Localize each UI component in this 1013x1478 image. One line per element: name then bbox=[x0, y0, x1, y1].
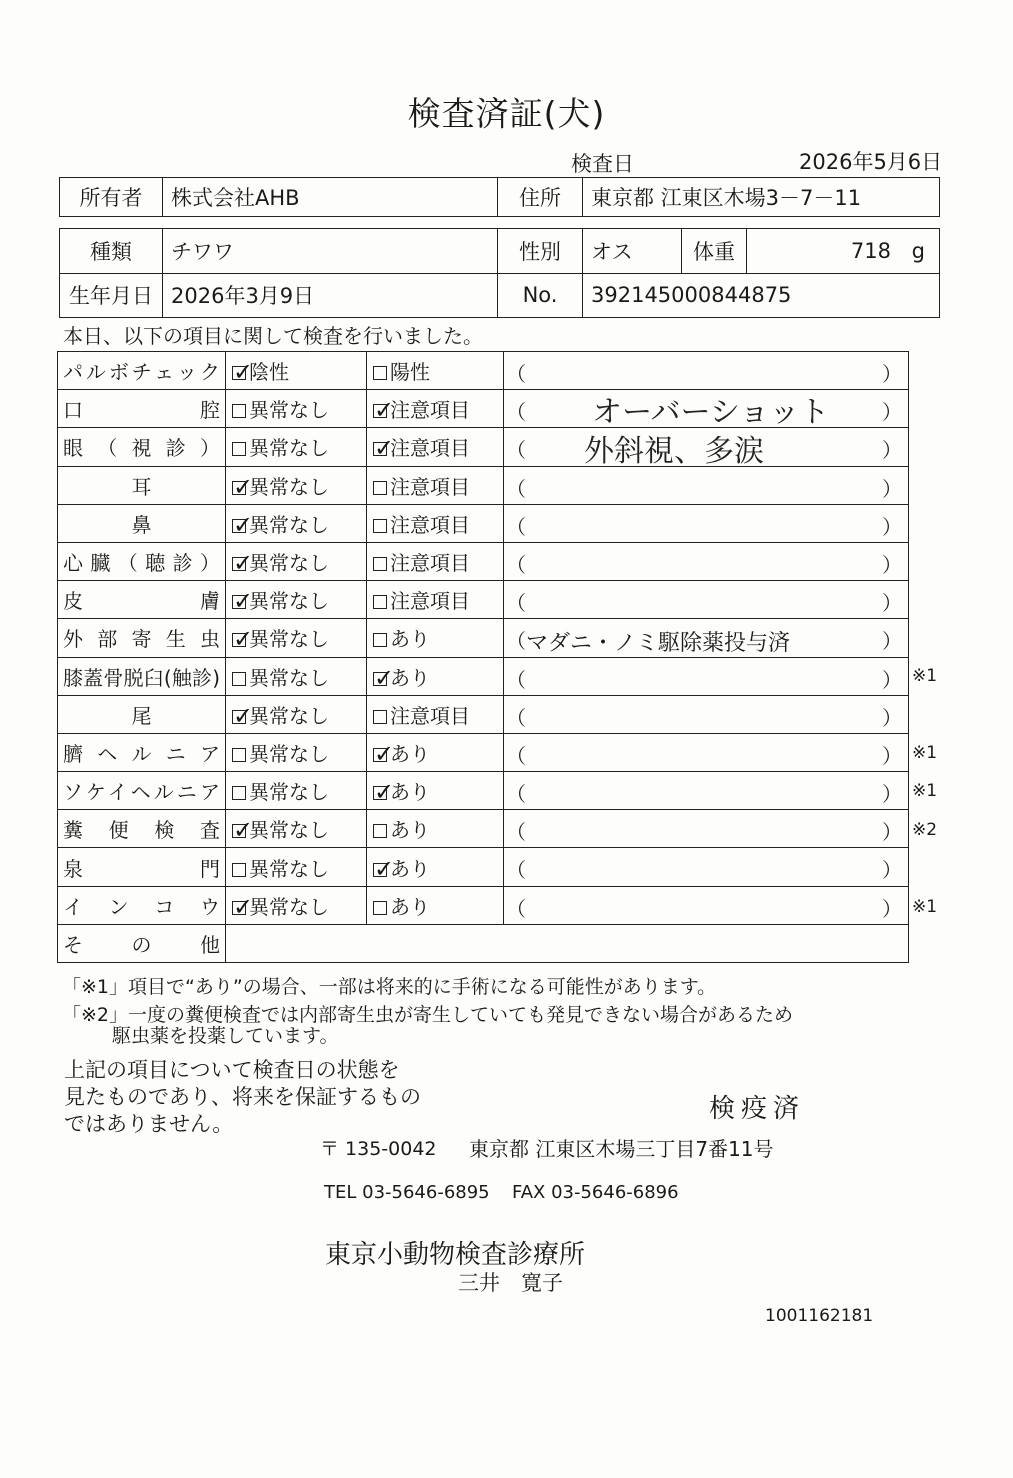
birth-value: 2026年3月9日 bbox=[163, 273, 498, 318]
comment-cell bbox=[504, 657, 909, 695]
paren-close: ） bbox=[882, 743, 902, 768]
option-a[interactable] bbox=[226, 542, 367, 580]
checkbox-a[interactable] bbox=[232, 587, 254, 616]
comment-cell bbox=[504, 542, 909, 580]
option-b[interactable] bbox=[367, 657, 504, 695]
item-label: 眼（視診） bbox=[58, 428, 226, 466]
owner-label: 所有者 bbox=[60, 178, 163, 217]
paren-open: （ bbox=[506, 896, 526, 921]
option-a[interactable] bbox=[226, 619, 367, 657]
item-label: 臍ヘルニア bbox=[58, 733, 226, 771]
exam-date: 2026年5月6日 bbox=[799, 150, 943, 174]
no-value: 392145000844875 bbox=[583, 273, 940, 318]
option-a[interactable] bbox=[226, 772, 367, 810]
paren-close: ） bbox=[882, 820, 902, 845]
check-mark-icon: ✓ bbox=[233, 701, 254, 730]
inspection-row bbox=[58, 772, 909, 810]
paren-open: （ bbox=[506, 667, 526, 692]
check-mark-icon: ✓ bbox=[233, 587, 254, 616]
inspection-table bbox=[57, 351, 909, 963]
checkbox-a[interactable] bbox=[232, 892, 254, 921]
comment-cell bbox=[504, 352, 909, 390]
option-b-label: あり bbox=[390, 894, 430, 919]
comment-text: マダニ・ノミ駆除薬投与済 bbox=[526, 630, 791, 656]
option-b-label: 注意項目 bbox=[390, 551, 470, 576]
option-a-label: 陰性 bbox=[249, 360, 289, 385]
disclaimer-line-2: 見たものであり、将来を保証するもの bbox=[64, 1085, 421, 1109]
weight-label: 体重 bbox=[682, 229, 747, 274]
check-mark-icon: ✓ bbox=[233, 816, 254, 845]
item-label: 耳 bbox=[58, 466, 226, 504]
option-a-label: 異常なし bbox=[249, 780, 329, 805]
item-label: 泉 門 bbox=[58, 848, 226, 886]
inspection-row bbox=[58, 581, 909, 619]
paren-open: （ bbox=[506, 362, 526, 386]
option-b-label: 注意項目 bbox=[390, 589, 470, 614]
item-label: 外部寄生虫 bbox=[58, 619, 226, 657]
option-a[interactable] bbox=[226, 657, 367, 695]
other-value bbox=[226, 924, 909, 962]
note-1: 「※1」項目で“あり”の場合、一部は将来的に手術になる可能性があります。 bbox=[62, 976, 717, 998]
postal-code: 〒 135-0042 bbox=[320, 1138, 437, 1160]
no-label: No. bbox=[498, 273, 583, 318]
disclaimer-line-3: ではありません。 bbox=[64, 1112, 234, 1136]
paren-close: ） bbox=[882, 667, 902, 692]
paren-close: ） bbox=[882, 514, 902, 539]
exam-date-label: 検査日 bbox=[571, 152, 634, 176]
breed-value: チワワ bbox=[163, 229, 498, 274]
inspection-row bbox=[58, 352, 909, 390]
option-a-label: 異常なし bbox=[249, 627, 329, 652]
paren-open: （ bbox=[506, 820, 526, 845]
checkbox-a[interactable] bbox=[232, 816, 254, 845]
check-mark-icon: ✓ bbox=[374, 396, 395, 425]
paren-close: ） bbox=[882, 705, 902, 730]
inspection-row bbox=[58, 542, 909, 580]
checkbox-a[interactable] bbox=[232, 510, 254, 539]
check-mark-icon: ✓ bbox=[233, 358, 254, 387]
owner-table bbox=[59, 177, 940, 217]
handwritten-comment: オーバーショット bbox=[592, 395, 830, 431]
check-mark-icon: ✓ bbox=[233, 892, 254, 921]
option-b-label: あり bbox=[390, 665, 430, 690]
checkbox-b[interactable] bbox=[373, 778, 395, 807]
check-mark-icon: ✓ bbox=[374, 434, 395, 463]
option-a[interactable] bbox=[226, 848, 367, 886]
check-mark-icon: ✓ bbox=[233, 549, 254, 578]
checkbox-a[interactable] bbox=[232, 442, 246, 456]
address-label: 住所 bbox=[498, 178, 583, 217]
paren-close: ） bbox=[882, 629, 902, 654]
handwritten-comment: 外斜視、多涙 bbox=[584, 433, 764, 469]
checkbox-b[interactable] bbox=[373, 854, 395, 883]
checkbox-a[interactable] bbox=[232, 625, 254, 654]
paren-close: ） bbox=[882, 476, 902, 501]
option-a[interactable] bbox=[226, 466, 367, 504]
option-a-label: 異常なし bbox=[249, 436, 329, 461]
checkbox-b[interactable] bbox=[373, 366, 387, 380]
paren-close: ） bbox=[882, 896, 902, 921]
paren-open: （ bbox=[506, 782, 526, 807]
option-a-label: 異常なし bbox=[249, 818, 329, 843]
checkbox-b[interactable] bbox=[373, 434, 395, 463]
checkbox-a[interactable] bbox=[232, 404, 246, 418]
check-mark-icon: ✓ bbox=[374, 663, 395, 692]
paren-open: （ bbox=[506, 705, 526, 730]
paren-close: ） bbox=[882, 858, 902, 883]
option-b-label: 注意項目 bbox=[390, 436, 470, 461]
option-b[interactable] bbox=[367, 504, 504, 542]
sex-label: 性別 bbox=[498, 229, 583, 274]
checkbox-a[interactable] bbox=[232, 549, 254, 578]
option-b-label: 注意項目 bbox=[390, 474, 470, 499]
clinic-tel: TEL 03-5646-6895 bbox=[324, 1182, 490, 1203]
checkbox-a[interactable] bbox=[232, 672, 246, 686]
animal-table bbox=[59, 228, 940, 318]
option-b[interactable] bbox=[367, 619, 504, 657]
option-b[interactable] bbox=[367, 542, 504, 580]
footnote-mark: ※1 bbox=[912, 743, 938, 763]
option-b[interactable] bbox=[367, 810, 504, 848]
checkbox-b[interactable] bbox=[373, 824, 387, 838]
option-b-label: 注意項目 bbox=[390, 703, 470, 728]
item-label: 鼻 bbox=[58, 504, 226, 542]
intro-text: 本日、以下の項目に関して検査を行いました。 bbox=[63, 324, 483, 348]
option-b-label: あり bbox=[390, 818, 430, 843]
inspection-row bbox=[58, 810, 909, 848]
option-a-label: 異常なし bbox=[249, 551, 329, 576]
check-mark-icon: ✓ bbox=[233, 625, 254, 654]
inspection-row bbox=[58, 657, 909, 695]
footnote-mark: ※1 bbox=[912, 781, 938, 802]
paren-close: ） bbox=[882, 362, 902, 386]
comment-cell bbox=[504, 810, 909, 848]
note-2-cont: 駆虫薬を投薬しています。 bbox=[112, 1025, 339, 1047]
inspection-row bbox=[58, 695, 909, 733]
checkbox-b[interactable] bbox=[373, 557, 387, 571]
sex-value: オス bbox=[583, 229, 682, 274]
comment-cell bbox=[504, 504, 909, 542]
check-mark-icon: ✓ bbox=[374, 854, 395, 883]
option-a[interactable] bbox=[226, 886, 367, 924]
footnote-mark: ※2 bbox=[912, 819, 938, 840]
checkbox-a[interactable] bbox=[232, 786, 246, 800]
checkbox-a[interactable] bbox=[232, 472, 254, 501]
option-a[interactable] bbox=[226, 581, 367, 619]
checkbox-b[interactable] bbox=[373, 595, 387, 609]
option-b[interactable] bbox=[367, 428, 504, 466]
document-title: 検査済証(犬) bbox=[407, 94, 606, 133]
comment-cell bbox=[504, 772, 909, 810]
checkbox-a[interactable] bbox=[232, 701, 254, 730]
footnote-mark: ※1 bbox=[912, 666, 938, 687]
option-b[interactable] bbox=[367, 581, 504, 619]
checkbox-b[interactable] bbox=[373, 396, 395, 425]
option-a-label: 異常なし bbox=[249, 665, 329, 690]
option-a-label: 異常なし bbox=[249, 398, 329, 423]
quarantine-stamp: 検疫済 bbox=[709, 1094, 806, 1124]
inspection-row bbox=[58, 466, 909, 504]
comment-cell bbox=[504, 886, 909, 924]
paren-open: （ bbox=[506, 476, 526, 501]
paren-open: （ bbox=[506, 591, 526, 616]
option-b[interactable] bbox=[367, 352, 504, 390]
option-a-label: 異常なし bbox=[249, 894, 329, 919]
paren-close: ） bbox=[882, 400, 902, 425]
option-a-label: 異常なし bbox=[249, 589, 329, 614]
option-b-label: あり bbox=[390, 741, 430, 766]
option-a[interactable] bbox=[226, 504, 367, 542]
option-a[interactable] bbox=[226, 428, 367, 466]
comment-cell bbox=[504, 466, 909, 504]
option-b[interactable] bbox=[367, 886, 504, 924]
option-a-label: 異常なし bbox=[249, 474, 329, 499]
option-a[interactable] bbox=[226, 390, 367, 428]
paren-open: （ bbox=[506, 743, 526, 768]
check-mark-icon: ✓ bbox=[233, 510, 254, 539]
option-a-label: 異常なし bbox=[249, 741, 329, 766]
item-label: インコウ bbox=[58, 886, 226, 924]
clinic-name: 東京小動物検査診療所 bbox=[325, 1240, 586, 1270]
paren-close: ） bbox=[882, 782, 902, 807]
item-label: 心臓（聴診） bbox=[58, 542, 226, 580]
weight-unit: g bbox=[911, 238, 925, 263]
paren-close: ） bbox=[882, 591, 902, 616]
check-mark-icon: ✓ bbox=[233, 472, 254, 501]
paren-open: （ bbox=[506, 552, 526, 577]
paren-open: （ bbox=[506, 514, 526, 539]
option-b[interactable] bbox=[367, 772, 504, 810]
option-b[interactable] bbox=[367, 695, 504, 733]
inspection-row bbox=[58, 733, 909, 771]
checkbox-b[interactable] bbox=[373, 739, 395, 768]
checkbox-a[interactable] bbox=[232, 748, 246, 762]
paren-open: （ bbox=[506, 438, 526, 463]
item-label: 膝蓋骨脱臼(触診) bbox=[58, 657, 226, 695]
checkbox-a[interactable] bbox=[232, 358, 254, 387]
checkbox-b[interactable] bbox=[373, 481, 387, 495]
paren-open: （ bbox=[506, 400, 526, 425]
paren-close: ） bbox=[882, 552, 902, 577]
comment-cell bbox=[504, 848, 909, 886]
doctor-name: 三井 寛子 bbox=[458, 1271, 563, 1295]
breed-label: 種類 bbox=[60, 229, 163, 274]
inspection-row bbox=[58, 428, 909, 466]
inspection-row bbox=[58, 848, 909, 886]
checkbox-b[interactable] bbox=[373, 710, 387, 724]
option-a[interactable] bbox=[226, 352, 367, 390]
option-b[interactable] bbox=[367, 390, 504, 428]
paren-open: （ bbox=[506, 629, 526, 654]
option-a-label: 異常なし bbox=[249, 703, 329, 728]
option-b[interactable] bbox=[367, 466, 504, 504]
option-b[interactable] bbox=[367, 848, 504, 886]
item-label: パルボチェック bbox=[58, 352, 226, 390]
other-label: その他 bbox=[58, 924, 226, 962]
comment-cell bbox=[504, 581, 909, 619]
checkbox-b[interactable] bbox=[373, 633, 387, 647]
weight-cell bbox=[747, 229, 940, 274]
item-label: ソケイヘルニア bbox=[58, 772, 226, 810]
checkbox-b[interactable] bbox=[373, 519, 387, 533]
paren-open: （ bbox=[506, 858, 526, 883]
option-b[interactable] bbox=[367, 733, 504, 771]
inspection-row bbox=[58, 504, 909, 542]
check-mark-icon: ✓ bbox=[374, 778, 395, 807]
address-value: 東京都 江東区木場3－7－11 bbox=[583, 178, 940, 217]
checkbox-b[interactable] bbox=[373, 901, 387, 915]
checkbox-a[interactable] bbox=[232, 863, 246, 877]
disclaimer-line-1: 上記の項目について検査日の状態を bbox=[64, 1058, 400, 1082]
comment-cell bbox=[504, 695, 909, 733]
option-a[interactable] bbox=[226, 733, 367, 771]
option-a[interactable] bbox=[226, 695, 367, 733]
option-b-label: 注意項目 bbox=[390, 512, 470, 537]
check-mark-icon: ✓ bbox=[374, 739, 395, 768]
item-label: 尾 bbox=[58, 695, 226, 733]
birth-label: 生年月日 bbox=[60, 273, 163, 318]
serial-number: 1001162181 bbox=[765, 1306, 874, 1326]
option-b-label: 注意項目 bbox=[390, 398, 470, 423]
clinic-address: 東京都 江東区木場三丁目7番11号 bbox=[469, 1137, 774, 1161]
option-b-label: あり bbox=[390, 780, 430, 805]
clinic-fax: FAX 03-5646-6896 bbox=[512, 1182, 679, 1203]
option-b-label: あり bbox=[390, 856, 430, 881]
item-label: 糞便検査 bbox=[58, 810, 226, 848]
option-b-label: 陽性 bbox=[390, 360, 430, 385]
note-2: 「※2」一度の糞便検査では内部寄生虫が寄生していても発見できない場合があるため bbox=[62, 1004, 794, 1026]
option-a-label: 異常なし bbox=[249, 512, 329, 537]
option-a-label: 異常なし bbox=[249, 856, 329, 881]
option-b-label: あり bbox=[390, 627, 430, 652]
inspection-row bbox=[58, 886, 909, 924]
comment-cell bbox=[504, 733, 909, 771]
paren-close: ） bbox=[882, 438, 902, 463]
item-label: 口 腔 bbox=[58, 390, 226, 428]
checkbox-b[interactable] bbox=[373, 663, 395, 692]
option-a[interactable] bbox=[226, 810, 367, 848]
weight-value: 718 bbox=[850, 238, 891, 263]
item-label: 皮 膚 bbox=[58, 581, 226, 619]
owner-value: 株式会社AHB bbox=[163, 178, 498, 217]
footnote-mark: ※1 bbox=[912, 896, 938, 917]
